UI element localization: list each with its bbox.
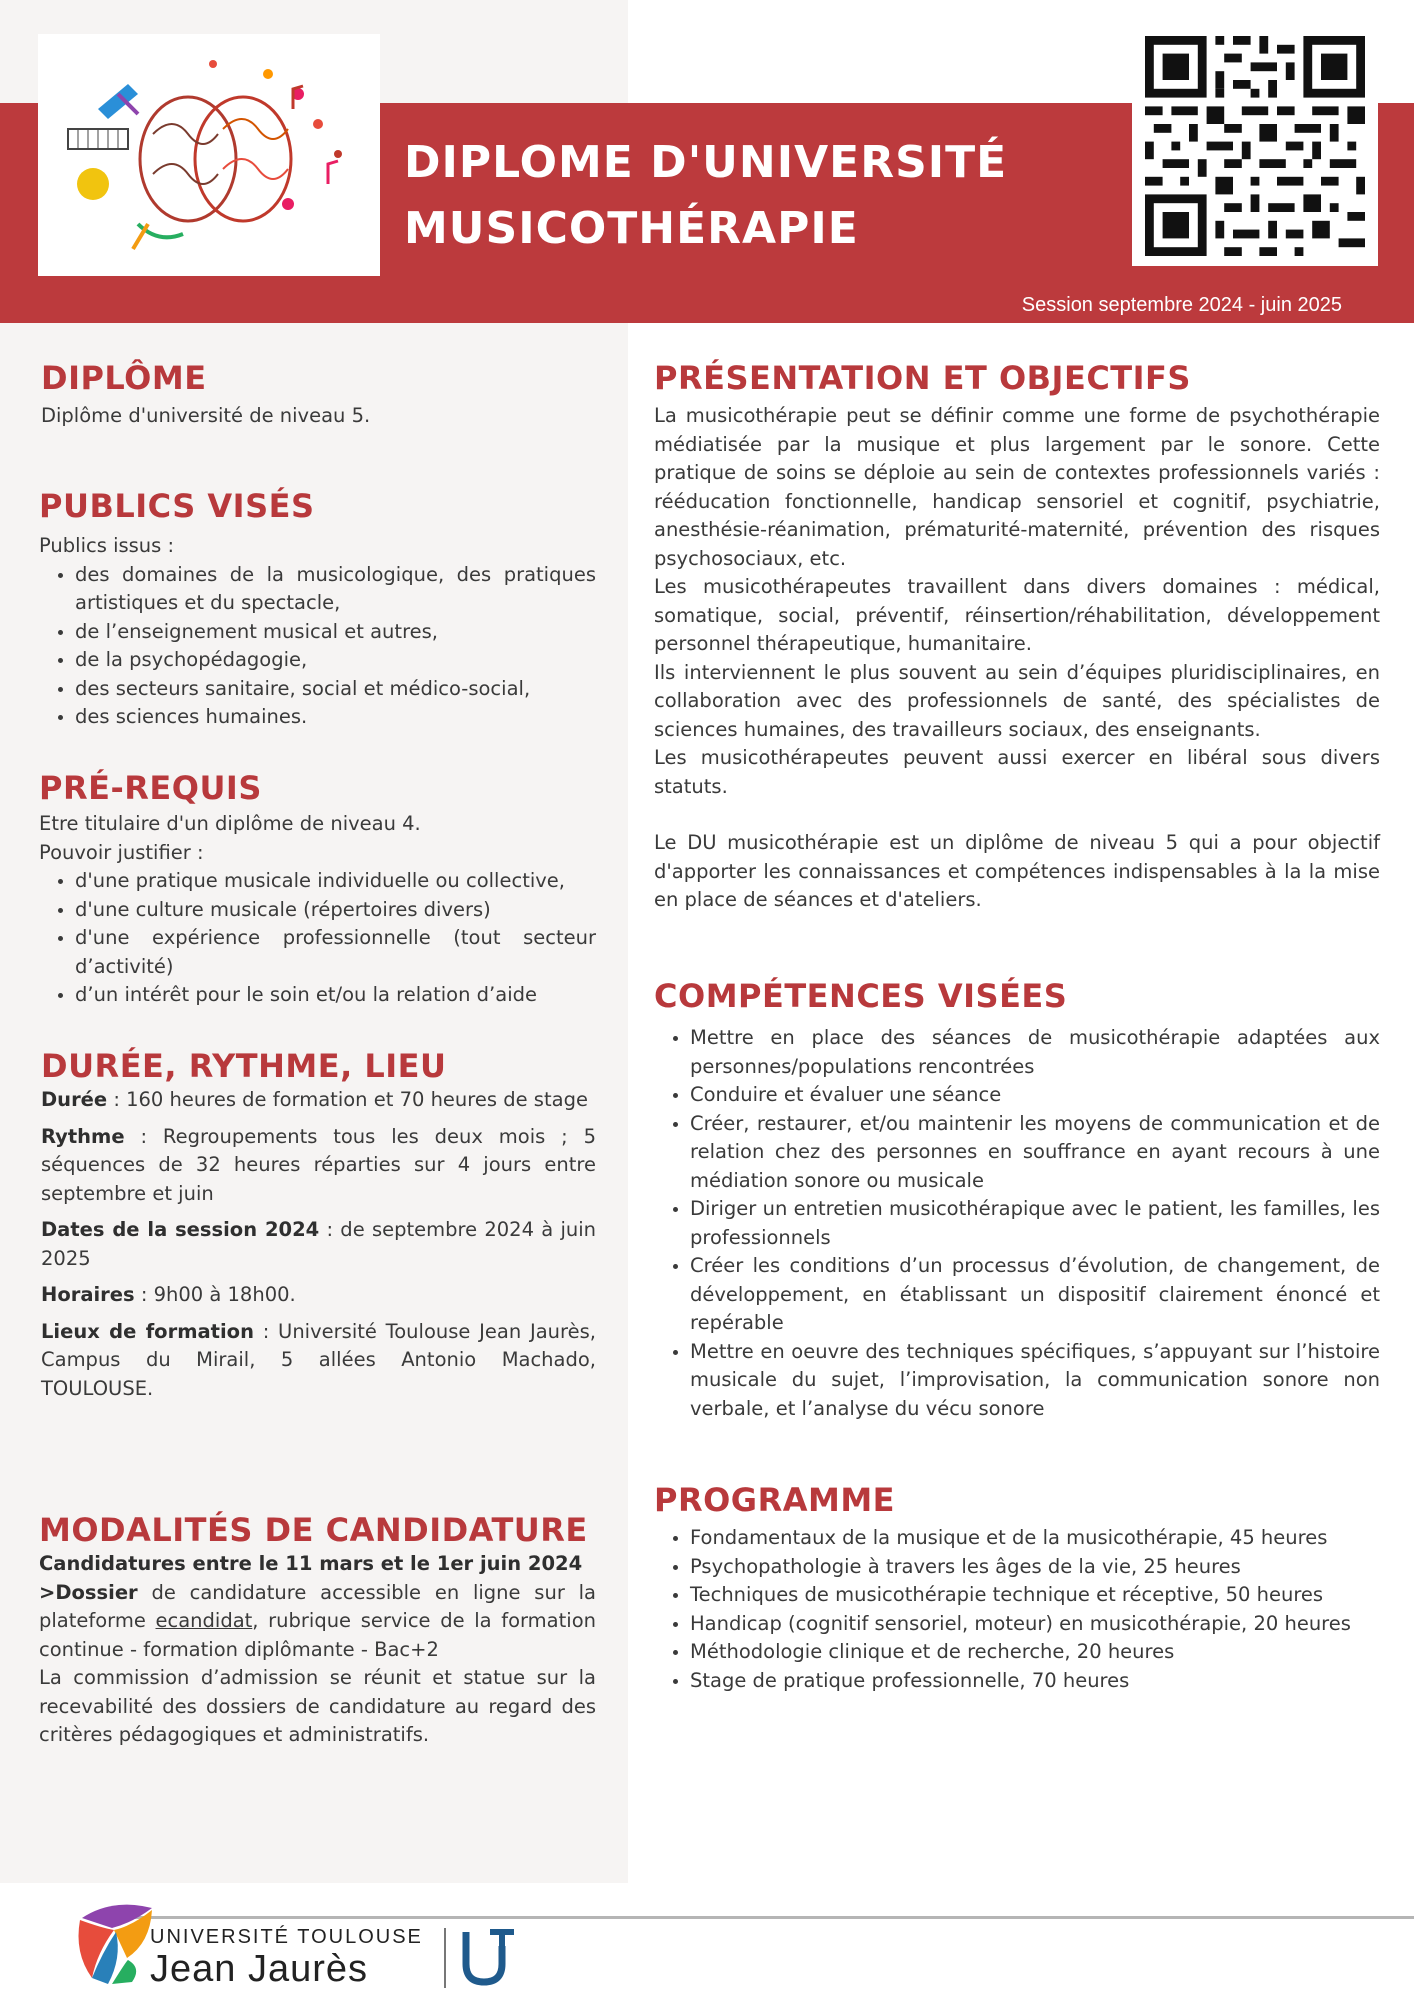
list-item: • Conduire et évaluer une séance [690, 1081, 1380, 1110]
page-title [404, 130, 1007, 262]
rythme-value: : Regroupements tous les deux mois ; 5 séquences de 32 heures réparties sur 4 jours entre septembre et juin [41, 1124, 596, 1205]
title-line-1: DIPLOME D'UNIVERSITÉ [404, 137, 1008, 188]
presentation-paragraph-3: Ils interviennent le plus souvent au sein d’équipes pluridisciplinaires, en collaboration avec des professionnels de santé, des spécialistes de sciences humaines, des travailleurs sociaux, des enseignants. [654, 660, 1380, 741]
prerequis-line-2: Pouvoir justifier : [39, 840, 204, 864]
commission-text: La commission d’admission se réunit et statue sur la recevabilité des dossiers de candidature au regard des critères pédagogiques et administratifs. [39, 1666, 596, 1746]
candidature-heading: MODALITÉS DE CANDIDATURE [39, 1511, 588, 1549]
ut-monogram-icon [462, 1926, 518, 1986]
prerequis-list [39, 867, 596, 1010]
lieux-line [41, 1318, 596, 1404]
diplome-heading: DIPLÔME [41, 359, 207, 397]
prerequis-line-1: Etre titulaire d'un diplôme de niveau 4. [39, 812, 421, 835]
list-item: • Diriger un entretien musicothérapique avec le patient, les familles, les professionnels [690, 1195, 1380, 1252]
list-item: • Mettre en oeuvre des techniques spécifiques, s’appuyant sur l’histoire musicale du sujet, l’improvisation, la communication sonore non verbale, et l’analyse du vécu sonore [690, 1338, 1380, 1424]
list-item: • d'une culture musicale (répertoires divers) [75, 896, 596, 925]
duree-value: : 160 heures de formation et 70 heures de stage [107, 1088, 588, 1111]
prerequis-heading: PRÉ-REQUIS [39, 769, 262, 807]
logo-separator [444, 1928, 446, 1988]
title-line-2: MUSICOTHÉRAPIE [404, 203, 859, 254]
presentation-paragraph-5: Le DU musicothérapie est un diplôme de niveau 5 qui a pour objectif d'apporter les connaissances et compétences indispensables à la la mise en place de séances et d'ateliers. [654, 831, 1380, 911]
rythme-line [41, 1123, 596, 1209]
section-prerequis [39, 768, 596, 1010]
dossier-text-1: de candidature accessible en ligne sur la plateforme [39, 1580, 596, 1632]
list-item: • d'une expérience professionnelle (tout secteur d’activité) [75, 924, 596, 981]
list-item: • Handicap (cognitif sensoriel, moteur) en musicothérapie, 20 heures [690, 1610, 1380, 1639]
horaires-label: Horaires [41, 1283, 135, 1306]
section-competences [654, 976, 1380, 1423]
diplome-text: Diplôme d'université de niveau 5. [41, 404, 371, 427]
list-item: • des secteurs sanitaire, social et médico-social, [75, 675, 596, 704]
list-item: • Mettre en place des séances de musicothérapie adaptées aux personnes/populations rencontrées [690, 1024, 1380, 1081]
presentation-paragraph-4: Les musicothérapeutes peuvent aussi exercer en libéral sous divers statuts. [654, 746, 1380, 798]
competences-list [654, 1024, 1380, 1423]
list-item: • Méthodologie clinique et de recherche, 20 heures [690, 1638, 1380, 1667]
music-brain-illustration [38, 34, 380, 276]
rythme-label: Rythme [41, 1124, 125, 1148]
logo-text-bottom: Jean Jaurès [150, 1948, 369, 1990]
list-item: • de l’enseignement musical et autres, [75, 618, 596, 647]
horaires-value: : 9h00 à 18h00. [134, 1283, 296, 1306]
dossier-text-2: , rubrique service de la formation continue - formation diplômante - Bac+2 [39, 1609, 596, 1661]
list-item: • Psychopathologie à travers les âges de la vie, 25 heures [690, 1553, 1380, 1582]
publics-heading: PUBLICS VISÉS [39, 487, 315, 525]
list-item: • d'une pratique musicale individuelle ou collective, [75, 867, 596, 896]
presentation-heading: PRÉSENTATION ET OBJECTIFS [654, 359, 1191, 397]
section-presentation [654, 358, 1380, 915]
publics-list [39, 561, 596, 732]
session-dates: Session septembre 2024 - juin 2025 [1021, 294, 1342, 316]
section-diplome [41, 358, 596, 431]
candidature-dates [39, 1550, 596, 1579]
qr-code[interactable] [1132, 26, 1378, 266]
dossier-label: >Dossier [39, 1580, 138, 1604]
programme-list [654, 1524, 1380, 1695]
university-mark-icon [72, 1898, 158, 1988]
university-logo[interactable] [72, 1888, 552, 1988]
horaires-line [41, 1281, 596, 1310]
list-item: • Techniques de musicothérapie technique et réceptive, 50 heures [690, 1581, 1380, 1610]
hero-illustration [38, 34, 380, 276]
dates-value: : de septembre 2024 à juin 2025 [41, 1218, 596, 1270]
dates-line [41, 1216, 596, 1273]
duree-heading: DURÉE, RYTHME, LIEU [41, 1047, 447, 1085]
lieux-value: : Université Toulouse Jean Jaurès, Campus du Mirail, 5 allées Antonio Machado, TOULOUSE. [41, 1319, 596, 1400]
list-item: • d’un intérêt pour le soin et/ou la relation d’aide [75, 981, 596, 1010]
publics-intro: Publics issus : [39, 534, 175, 557]
section-programme [654, 1480, 1380, 1695]
list-item: • Stage de pratique professionnelle, 70 heures [690, 1667, 1380, 1696]
duree-line [41, 1086, 596, 1115]
list-item: • des sciences humaines. [75, 703, 596, 732]
presentation-paragraph-1: La musicothérapie peut se définir comme une forme de psychothérapie médiatisée par la musique et plus largement par le sonore. Cette pratique de soins se déploie au sein de contextes professionnels variés : rééducation fonctionnelle, handicap sensoriel et cognitif, psychiatrie, anesthésie-réanimation, prématurité-maternité, prévention des risques psychosociaux, etc. [654, 404, 1380, 570]
presentation-paragraph-2: Les musicothérapeutes travaillent dans divers domaines : médical, somatique, social, préventif, réinsertion/réhabilitation, développement personnel thérapeutique, humanitaire. [654, 575, 1380, 655]
dates-label: Dates de la session 2024 [41, 1218, 320, 1241]
list-item: • Créer les conditions d’un processus d’évolution, de changement, de développement, en établissant un dispositif clairement énoncé et repérable [690, 1252, 1380, 1338]
dossier-line [39, 1579, 596, 1665]
ecandidat-link[interactable]: ecandidat [155, 1609, 253, 1632]
list-item: • des domaines de la musicologique, des pratiques artistiques et du spectacle, [75, 561, 596, 618]
programme-heading: PROGRAMME [654, 1481, 896, 1519]
candidature-dates-text: Candidatures entre le 11 mars et le 1er juin 2024 [39, 1552, 583, 1575]
list-item: • de la psychopédagogie, [75, 646, 596, 675]
section-publics [39, 486, 596, 732]
competences-heading: COMPÉTENCES VISÉES [654, 977, 1068, 1015]
lieux-label: Lieux de formation [41, 1319, 254, 1343]
list-item: • Créer, restaurer, et/ou maintenir les moyens de communication et de relation chez des personnes en souffrance en ayant recours à une médiation sonore ou musicale [690, 1110, 1380, 1196]
section-duree [41, 1046, 596, 1403]
qr-code-icon [1142, 36, 1368, 256]
logo-text-top: UNIVERSITÉ TOULOUSE [150, 1926, 423, 1948]
section-candidature [39, 1510, 596, 1750]
list-item: • Fondamentaux de la musique et de la musicothérapie, 45 heures [690, 1524, 1380, 1553]
duree-label: Durée [41, 1088, 108, 1111]
